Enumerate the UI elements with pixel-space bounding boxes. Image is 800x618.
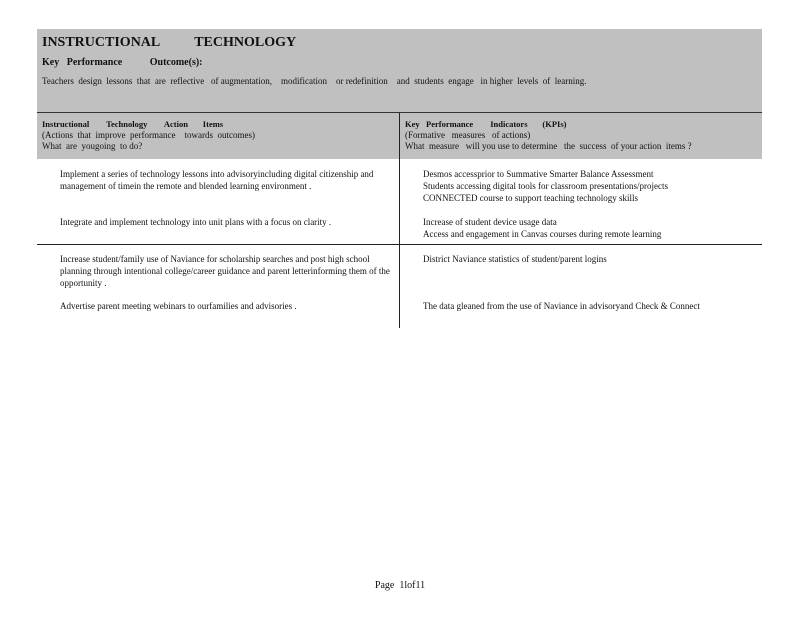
bullet-icon	[405, 300, 423, 312]
list-item: CONNECTED course to support teaching technology skills	[405, 192, 755, 204]
row1-kpi-cell-2	[405, 216, 755, 240]
bullet-icon	[42, 253, 60, 289]
kpi-subtitle: (Formative measures of actions)	[405, 130, 531, 140]
row-divider	[37, 244, 762, 245]
bullet-icon	[42, 168, 60, 192]
list-item: Desmos accessprior to Summative Smarter Balance Assessment	[405, 168, 755, 180]
action-items-header	[37, 113, 399, 159]
bullet-icon	[42, 300, 60, 312]
kpi-title: Key Performance Indicators (KPIs)	[405, 119, 567, 129]
column-divider	[399, 113, 400, 328]
kpi-question: What measure will you use to determine the success of your action items ?	[405, 141, 692, 151]
row2-action-cell	[42, 253, 392, 289]
action-items-question: What are yougoing to do?	[42, 141, 143, 151]
section-header	[37, 29, 762, 113]
list-item: District Naviance statistics of student/parent logins	[405, 253, 755, 265]
bullet-icon	[405, 216, 423, 228]
list-item: Integrate and implement technology into unit plans with a focus on clarity .	[42, 216, 362, 228]
action-items-title: Instructional Technology Action Items	[42, 119, 224, 129]
row2-action-cell-2	[42, 300, 392, 312]
list-item: The data gleaned from the use of Naviance in advisoryand Check & Connect	[405, 300, 755, 312]
key-performance-outcome-text: Teachers design lessons that are reflective of augmentation, modification or redefinition and students engage in higher levels of learning.	[42, 76, 587, 86]
row1-action-cell-2	[42, 216, 362, 228]
bullet-icon	[42, 216, 60, 228]
row2-kpi-cell-2	[405, 300, 755, 312]
bullet-icon	[405, 192, 423, 204]
bullet-icon	[405, 228, 423, 240]
list-item: Access and engagement in Canvas courses during remote learning	[405, 228, 755, 240]
list-item: Students accessing digital tools for classroom presentations/projects	[405, 180, 755, 192]
kpi-header	[400, 113, 762, 159]
row1-kpi-cell	[405, 168, 755, 204]
action-kpi-table	[37, 113, 762, 328]
section-title: INSTRUCTIONAL TECHNOLOGY	[42, 35, 297, 50]
bullet-icon	[405, 168, 423, 180]
page-number: Page 1lof11	[374, 580, 426, 591]
action-items-subtitle: (Actions that improve performance towards outcomes)	[42, 130, 255, 140]
row1-action-cell	[42, 168, 382, 192]
list-item: Implement a series of technology lessons into advisoryincluding digital citizenship and management of timein the remote and blended learning environment .	[42, 168, 382, 192]
bullet-icon	[405, 180, 423, 192]
key-performance-outcome-label: Key Performance Outcome(s):	[42, 57, 203, 68]
bullet-icon	[405, 253, 423, 265]
row2-kpi-cell	[405, 253, 755, 265]
list-item: Increase student/family use of Naviance for scholarship searches and post high school planning through intentional college/career guidance and parent letterinforming them of the opportunity .	[42, 253, 392, 289]
list-item: Increase of student device usage data	[405, 216, 755, 228]
list-item: Advertise parent meeting webinars to ourfamilies and advisories .	[42, 300, 392, 312]
